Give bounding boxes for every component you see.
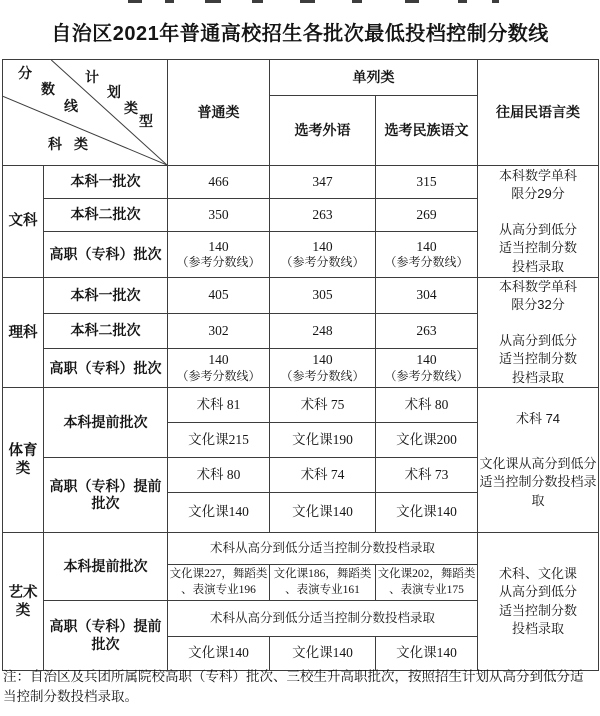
merged-rule-cell: 术科从高分到低分适当控制分数投档录取 bbox=[168, 533, 478, 565]
score-cell: 术科 81 bbox=[168, 388, 270, 423]
corner-label-subject: 科 bbox=[48, 136, 62, 152]
score-cell: 术科 75 bbox=[270, 388, 376, 423]
col-header-single-list: 单列类 bbox=[270, 60, 478, 96]
score-cell: 术科 73 bbox=[376, 458, 478, 493]
score-cell: 文化课200 bbox=[376, 423, 478, 458]
score-cell: 文化课186，舞蹈类、表演专业161 bbox=[270, 565, 376, 601]
score-cell: 248 bbox=[270, 313, 376, 349]
page-title: 自治区2021年普通高校招生各批次最低投档控制分数线 bbox=[51, 23, 549, 45]
category-sports: 体育类 bbox=[3, 388, 44, 533]
score-cell: 文化课140 bbox=[168, 493, 270, 533]
score-cell: 263 bbox=[376, 313, 478, 349]
score-cell: 140 （参考分数线） bbox=[270, 349, 376, 388]
score-cell: 305 bbox=[270, 278, 376, 314]
batch-label: 高职（专科）批次 bbox=[44, 349, 168, 388]
corner-label-plantype: 计 bbox=[85, 69, 99, 85]
note-sports: 术科 74 文化课从高分到低分适当控制分数投档录取 bbox=[478, 388, 599, 533]
cropped-text-remnant bbox=[0, 0, 600, 4]
note-science: 本科数学单科限分32分 从高分到低分适当控制分数投档录取 bbox=[478, 278, 599, 388]
corner-header-cell: 分 数 线 计 划 类 型 科 类 bbox=[3, 60, 168, 166]
score-cell: 350 bbox=[168, 199, 270, 232]
batch-label: 本科二批次 bbox=[44, 313, 168, 349]
score-cell: 文化课140 bbox=[168, 637, 270, 671]
merged-rule-cell: 术科从高分到低分适当控制分数投档录取 bbox=[168, 601, 478, 637]
score-cell: 文化课202，舞蹈类、表演专业175 bbox=[376, 565, 478, 601]
category-arts: 艺术类 bbox=[3, 533, 44, 671]
category-science: 理科 bbox=[3, 278, 44, 388]
score-cell: 文化课140 bbox=[270, 493, 376, 533]
score-cell: 269 bbox=[376, 199, 478, 232]
batch-label: 高职（专科）提前批次 bbox=[44, 458, 168, 533]
corner-label-scoreline: 分 bbox=[18, 65, 32, 81]
score-cell: 文化课190 bbox=[270, 423, 376, 458]
score-cell: 文化课140 bbox=[270, 637, 376, 671]
category-liberal-arts: 文科 bbox=[3, 166, 44, 278]
note-liberal-arts: 本科数学单科限分29分 从高分到低分适当控制分数投档录取 bbox=[478, 166, 599, 278]
col-header-general: 普通类 bbox=[168, 60, 270, 166]
batch-label: 本科一批次 bbox=[44, 166, 168, 199]
score-cell: 文化课140 bbox=[376, 493, 478, 533]
score-cell: 文化课227，舞蹈类、表演专业196 bbox=[168, 565, 270, 601]
col-header-foreign-lang: 选考外语 bbox=[270, 96, 376, 166]
score-cell: 文化课140 bbox=[376, 637, 478, 671]
score-cell: 术科 80 bbox=[376, 388, 478, 423]
batch-label: 本科二批次 bbox=[44, 199, 168, 232]
score-cell: 文化课215 bbox=[168, 423, 270, 458]
score-cell: 466 bbox=[168, 166, 270, 199]
score-cell: 140 （参考分数线） bbox=[376, 349, 478, 388]
score-cell: 405 bbox=[168, 278, 270, 314]
note-arts: 术科、文化课从高分到低分适当控制分数投档录取 bbox=[478, 533, 599, 671]
score-cell: 术科 74 bbox=[270, 458, 376, 493]
score-cell: 140 （参考分数线） bbox=[376, 232, 478, 278]
score-cell: 347 bbox=[270, 166, 376, 199]
score-table bbox=[2, 59, 599, 671]
score-cell: 140 （参考分数线） bbox=[168, 232, 270, 278]
batch-label: 高职（专科）批次 bbox=[44, 232, 168, 278]
batch-label: 本科提前批次 bbox=[44, 388, 168, 458]
score-cell: 302 bbox=[168, 313, 270, 349]
score-cell: 术科 80 bbox=[168, 458, 270, 493]
score-cell: 140 （参考分数线） bbox=[168, 349, 270, 388]
score-cell: 140 （参考分数线） bbox=[270, 232, 376, 278]
batch-label: 本科提前批次 bbox=[44, 533, 168, 601]
score-cell: 315 bbox=[376, 166, 478, 199]
score-cell: 263 bbox=[270, 199, 376, 232]
col-header-ethnic-lang: 选考民族语文 bbox=[376, 96, 478, 166]
batch-label: 高职（专科）提前批次 bbox=[44, 601, 168, 671]
footnote: 注：自治区及兵团所属院校高职（专科）批次、三校生升高职批次，按照招生计划从高分到低分适当控制分数投档录取。 bbox=[3, 669, 584, 704]
col-header-previous-ethnic: 往届民语言类 bbox=[478, 60, 599, 166]
score-cell: 304 bbox=[376, 278, 478, 314]
batch-label: 本科一批次 bbox=[44, 278, 168, 314]
